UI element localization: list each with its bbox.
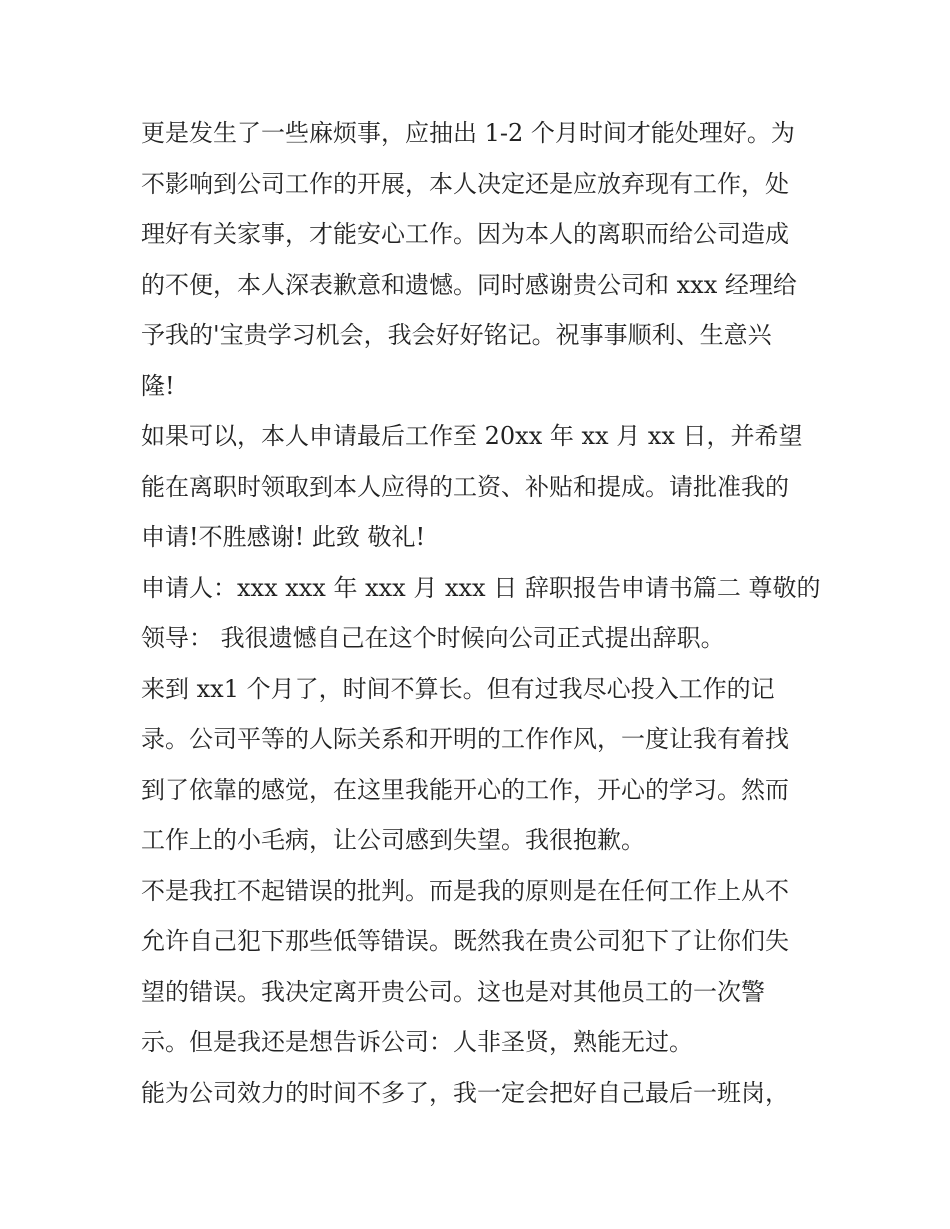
document-body <box>141 108 819 1118</box>
text-line: 如果可以，本人申请最后工作至 20xx 年 xx 月 xx 日，并希望 <box>141 422 803 450</box>
text-line: 不是我扛不起错误的批判。而是我的原则是在任何工作上从不 <box>141 876 789 905</box>
text-line: 更是发生了一些麻烦事，应抽出 1-2 个月时间才能处理好。为 <box>141 119 795 147</box>
paragraph-4 <box>141 664 819 866</box>
paragraph-2 <box>141 411 819 563</box>
paragraph-5 <box>141 866 819 1068</box>
paragraph-1 <box>141 108 819 411</box>
paragraph-3 <box>141 563 819 664</box>
text-line: 工作上的小毛病，让公司感到失望。我很抱歉。 <box>141 826 645 854</box>
text-line: 不影响到公司工作的开展，本人决定还是应放弃现有工作，处 <box>141 169 789 198</box>
text-line: 望的错误。我决定离开贵公司。这也是对其他员工的一次警 <box>141 977 765 1006</box>
text-line: 申请!不胜感谢! 此致 敬礼! <box>141 523 426 551</box>
text-line: 示。但是我还是想告诉公司：人非圣贤，熟能无过。 <box>141 1028 693 1056</box>
paragraph-6 <box>141 1068 819 1119</box>
text-line: 录。公司平等的人际关系和开明的工作作风，一度让我有着找 <box>141 725 789 753</box>
text-line: 申请人：xxx xxx 年 xxx 月 xxx 日 辞职报告申请书篇二 尊敬的 <box>141 573 821 602</box>
text-line: 的不便，本人深表歉意和遗憾。同时感谢贵公司和 xxx 经理给 <box>141 270 797 299</box>
text-line: 予我的'宝贵学习机会，我会好好铭记。祝事事顺利、生意兴 <box>141 321 772 349</box>
text-line: 理好有关家事，才能安心工作。因为本人的离职而给公司造成 <box>141 220 789 248</box>
text-line: 允许自己犯下那些低等错误。既然我在贵公司犯下了让你们失 <box>141 927 789 955</box>
text-line: 领导： 我很遗憾自己在这个时候向公司正式提出辞职。 <box>141 624 725 652</box>
text-line: 能在离职时领取到本人应得的工资、补贴和提成。请批准我的 <box>141 472 789 501</box>
text-line: 隆! <box>141 371 175 400</box>
text-line: 能为公司效力的时间不多了，我一定会把好自己最后一班岗， <box>141 1078 789 1107</box>
text-line: 到了依靠的感觉，在这里我能开心的工作，开心的学习。然而 <box>141 775 789 804</box>
text-line: 来到 xx1 个月了，时间不算长。但有过我尽心投入工作的记 <box>141 674 775 703</box>
